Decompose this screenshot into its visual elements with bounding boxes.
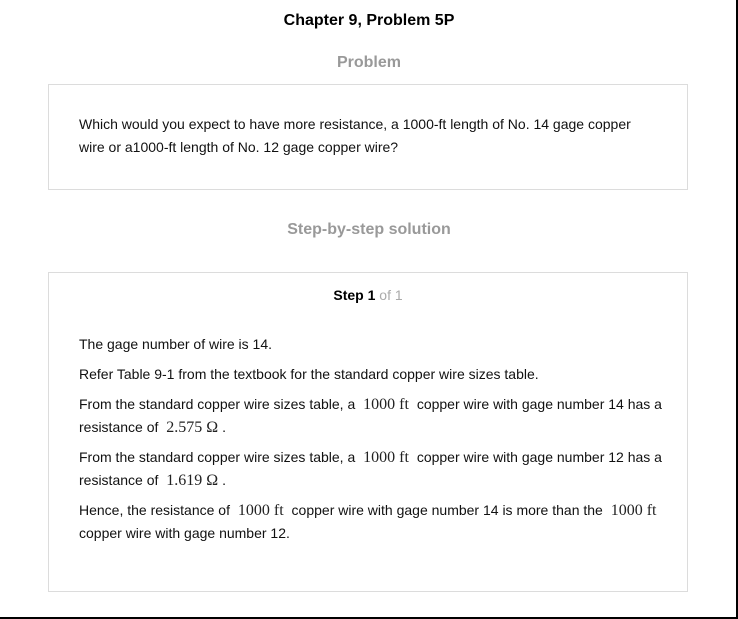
solution-card <box>48 272 688 592</box>
math-expression: 1000 ft <box>363 449 409 466</box>
solution-paragraph <box>79 363 664 386</box>
step-content <box>79 333 664 552</box>
solution-paragraph: From the standard copper wire sizes table, a 1000 ft copper wire with gage number 14 has a resistance of 2.575 Ω . <box>79 396 662 436</box>
problem-card <box>48 84 688 190</box>
math-expression: 2.575 Ω <box>166 419 219 436</box>
step-indicator <box>49 287 687 303</box>
paragraph-text: copper wire with gage number 12 has a resistance of <box>79 449 662 488</box>
paragraph-text: copper wire with gage number 14 has a resistance of <box>79 396 662 435</box>
solution-paragraph <box>79 499 664 545</box>
math-expression: 1000 ft <box>237 502 284 519</box>
problem-heading: Problem <box>336 54 401 71</box>
paragraph-text: Hence, the resistance of <box>79 502 230 518</box>
solution-paragraph: From the standard copper wire sizes table, a 1000 ft copper wire with gage number 12 has a resistance of 1.619 Ω . <box>79 449 662 489</box>
paragraph-text: From the standard copper wire sizes table, a <box>79 396 356 412</box>
paragraph-text: copper wire with gage number 12. <box>79 525 290 541</box>
paragraph-text: copper wire with gage number 14 is more than the <box>291 502 603 518</box>
step-label: Step <box>333 287 364 303</box>
solution-paragraph <box>79 333 664 356</box>
step-total: of 1 <box>379 287 403 303</box>
math-expression: 1000 ft <box>363 396 409 413</box>
step-number: 1 <box>367 287 376 303</box>
math-expression: 1000 ft <box>610 502 657 519</box>
math-expression: 1.619 Ω <box>166 472 219 489</box>
solution-heading: Step-by-step solution <box>287 221 451 238</box>
paragraph-text: From the standard copper wire sizes table, a <box>79 449 356 465</box>
problem-text: Which would you expect to have more resistance, a 1000-ft length of No. 14 gage copper wire or a1000-ft length of No. 12 gage copper wire? <box>79 116 631 155</box>
paragraph-text: The gage number of wire is 14. <box>79 336 272 352</box>
paragraph-text: Refer Table 9-1 from the textbook for the standard copper wire sizes table. <box>79 366 539 382</box>
page-title: Chapter 9, Problem 5P <box>283 12 455 29</box>
